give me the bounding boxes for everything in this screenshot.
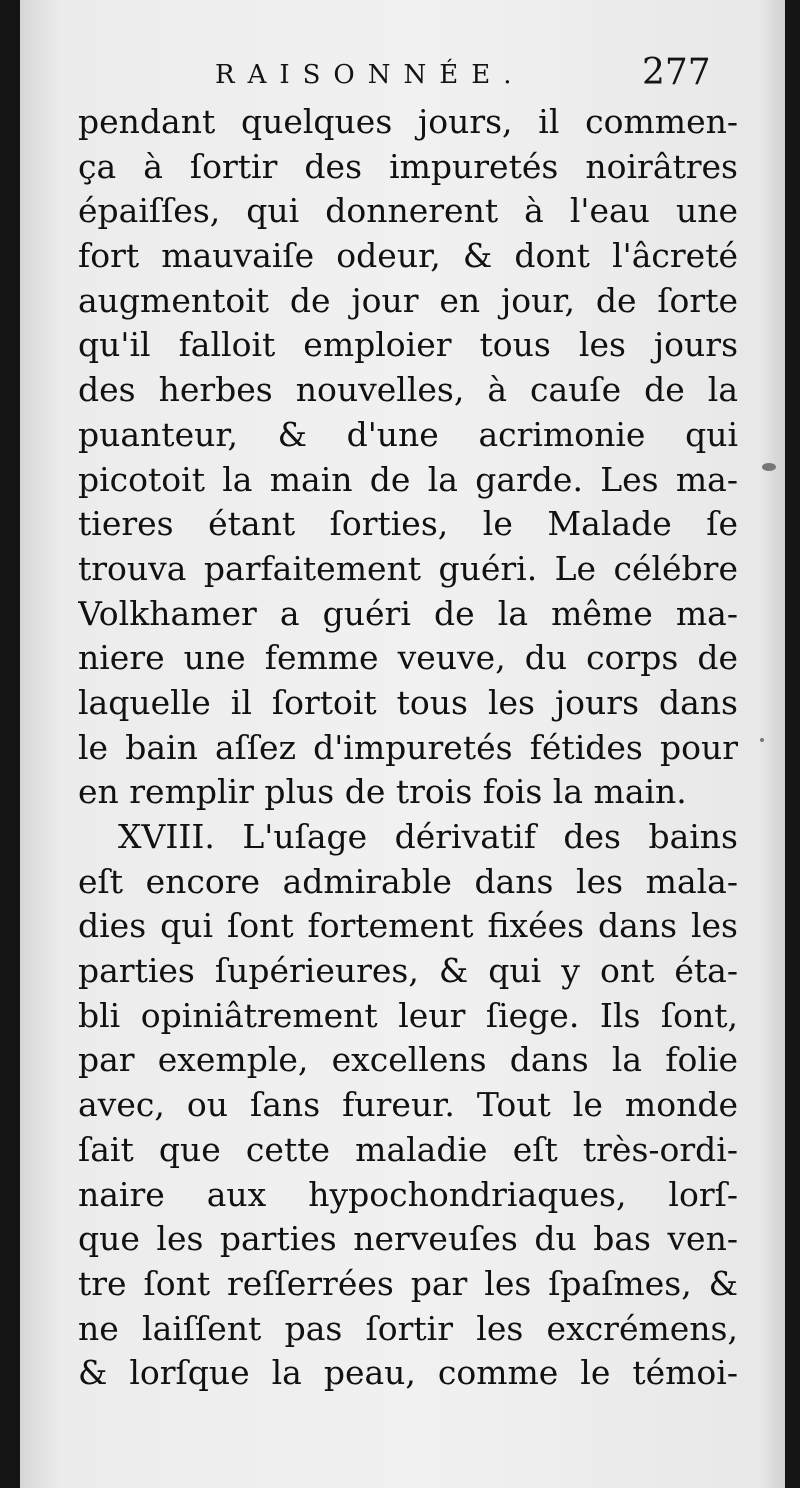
- text-line: Volkhamer a guéri de la même ma-: [78, 593, 738, 633]
- text-line: parties ſupérieures, & qui y ont éta-: [78, 951, 738, 991]
- running-head: RAISONNÉE.: [215, 60, 525, 90]
- text-line: épaiſſes, qui donnerent à l'eau une: [78, 191, 738, 231]
- text-line: laquelle il ſortoit tous les jours dans: [78, 682, 738, 722]
- text-line: ne laiſſent pas ſortir les excrémens,: [78, 1308, 738, 1348]
- text-block: [78, 100, 738, 1396]
- text-line: picotoit la main de la garde. Les ma-: [78, 459, 738, 499]
- text-line: par exemple, excellens dans la folie: [78, 1040, 738, 1080]
- margin-speck: [762, 463, 776, 471]
- text-line: le bain aſſez d'impuretés fétides pour: [78, 727, 738, 767]
- text-line: bli opiniâtrement leur ſiege. Ils ſont,: [78, 995, 738, 1035]
- text-line: puanteur, & d'une acrimonie qui: [78, 414, 738, 454]
- text-line: pendant quelques jours, il commen-: [78, 102, 738, 141]
- text-line: qu'il falloit emploier tous les jours: [78, 325, 738, 365]
- text-line: trouva parfaitement guéri. Le célébre: [78, 548, 738, 588]
- text-line: augmentoit de jour en jour, de ſorte: [78, 280, 738, 320]
- text-line: niere une femme veuve, du corps de: [78, 638, 738, 678]
- text-line: fort mauvaiſe odeur, & dont l'âcreté: [78, 236, 738, 276]
- text-line: des herbes nouvelles, à cauſe de la: [78, 370, 738, 410]
- book-page: [20, 0, 785, 1488]
- text-line: ça à ſortir des impuretés noirâtres: [78, 146, 738, 186]
- text-line: dies qui ſont fortement fixées dans les: [78, 906, 738, 946]
- text-line: ſait que cette maladie eſt très-ordi-: [78, 1129, 738, 1169]
- text-line: en remplir plus de trois fois la main.: [78, 772, 687, 812]
- page-header: [20, 52, 785, 96]
- text-line: tieres étant ſorties, le Malade ſe: [78, 504, 738, 544]
- text-line: tre ſont reſſerrées par les ſpaſmes, &: [78, 1263, 738, 1303]
- text-line: avec, ou ſans fureur. Tout le monde: [78, 1085, 738, 1125]
- text-line: eſt encore admirable dans les mala-: [78, 861, 738, 901]
- margin-speck: [760, 738, 764, 742]
- text-line: & lorſque la peau, comme le témoi-: [78, 1353, 738, 1393]
- text-line: naire aux hypochondriaques, lorſ-: [78, 1174, 738, 1214]
- text-line: XVIII. L'uſage dérivatif des bains: [118, 817, 738, 856]
- text-line: que les parties nerveuſes du bas ven-: [78, 1219, 738, 1259]
- page-number: 277: [642, 52, 711, 93]
